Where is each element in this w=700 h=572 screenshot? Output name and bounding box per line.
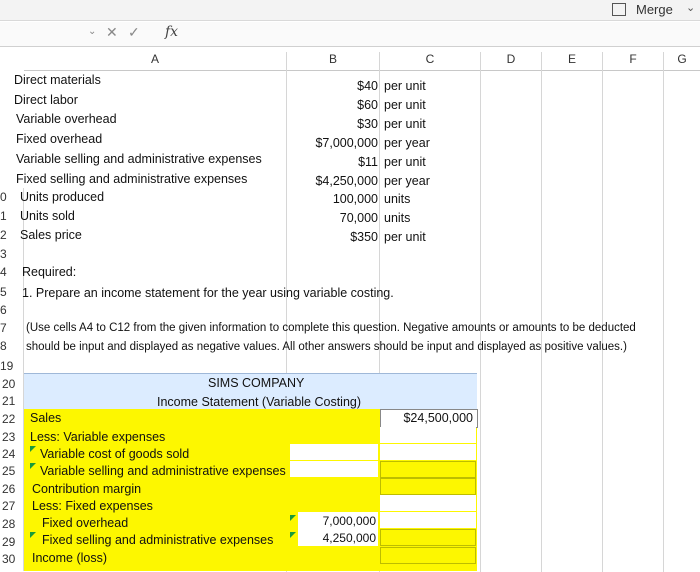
- row-header[interactable]: 19: [0, 359, 14, 373]
- required-heading: Required:: [22, 265, 77, 279]
- cell-input[interactable]: [380, 512, 476, 528]
- given-label[interactable]: Units produced: [20, 190, 105, 204]
- sales-value: $24,500,000: [403, 411, 473, 425]
- column-header-f[interactable]: F: [603, 52, 663, 71]
- chevron-down-icon[interactable]: ⌄: [88, 26, 97, 37]
- row-header[interactable]: 21: [2, 394, 16, 408]
- contribution-margin-label[interactable]: Contribution margin: [32, 482, 142, 496]
- column-header-g[interactable]: G: [664, 52, 700, 71]
- given-unit[interactable]: per unit: [384, 117, 426, 131]
- merge-icon: [612, 3, 626, 16]
- fixed-total-input[interactable]: [380, 529, 476, 546]
- formula-input[interactable]: [190, 24, 700, 44]
- given-label[interactable]: Fixed selling and administrative expenses: [16, 172, 248, 186]
- gridline: [602, 52, 603, 572]
- fixed-overhead-cell[interactable]: [298, 512, 378, 529]
- merge-button[interactable]: [612, 1, 700, 19]
- income-loss-label[interactable]: Income (loss): [32, 551, 108, 565]
- sales-label[interactable]: Sales: [30, 411, 62, 425]
- given-label[interactable]: Variable selling and administrative expenses: [16, 152, 262, 166]
- gridline: [663, 52, 664, 572]
- column-header-b[interactable]: B: [287, 52, 379, 71]
- row-header[interactable]: 23: [2, 430, 16, 444]
- given-label[interactable]: Units sold: [20, 209, 75, 223]
- given-unit[interactable]: per unit: [384, 79, 426, 93]
- row-header[interactable]: 7: [0, 321, 7, 335]
- cell-input[interactable]: [380, 444, 476, 460]
- row-header[interactable]: 29: [2, 535, 16, 549]
- given-unit[interactable]: per unit: [384, 98, 426, 112]
- column-header-c[interactable]: C: [380, 52, 480, 71]
- less-variable-label[interactable]: Less: Variable expenses: [30, 430, 166, 444]
- vsa-amount-input[interactable]: [290, 461, 378, 477]
- row-header[interactable]: 2: [0, 228, 7, 242]
- comment-indicator-icon: [290, 515, 296, 521]
- row-header[interactable]: 3: [0, 247, 7, 261]
- fixed-overhead-label[interactable]: Fixed overhead: [42, 516, 129, 530]
- less-fixed-label[interactable]: Less: Fixed expenses: [32, 499, 153, 513]
- instruction-note: should be input and displayed as negative values. All other answers should be input and displayed as positive values.): [26, 341, 627, 353]
- given-unit[interactable]: per unit: [384, 155, 426, 169]
- contribution-margin-input[interactable]: [380, 478, 476, 495]
- given-amount[interactable]: 100,000: [332, 192, 378, 206]
- given-amount[interactable]: $350: [350, 230, 378, 244]
- given-label[interactable]: Fixed overhead: [16, 132, 103, 146]
- variable-total-input[interactable]: [380, 461, 476, 478]
- statement-title: Income Statement (Variable Costing): [157, 395, 362, 409]
- comment-indicator-icon: [30, 446, 36, 452]
- column-header-d[interactable]: D: [481, 52, 541, 71]
- row-header[interactable]: 20: [2, 377, 16, 391]
- cancel-icon[interactable]: ✕: [106, 24, 118, 40]
- given-unit[interactable]: per year: [384, 174, 430, 188]
- chevron-down-icon: ⌄: [686, 2, 696, 14]
- given-unit[interactable]: per year: [384, 136, 430, 150]
- row-header[interactable]: 1: [0, 209, 7, 223]
- row-header[interactable]: 25: [2, 464, 16, 478]
- row-header[interactable]: 30: [2, 552, 16, 566]
- given-amount[interactable]: $60: [357, 98, 378, 112]
- given-amount[interactable]: $11: [358, 155, 378, 169]
- required-item: 1. Prepare an income statement for the year using variable costing.: [22, 286, 394, 300]
- row-header[interactable]: 22: [2, 412, 16, 426]
- cell-input[interactable]: [380, 495, 476, 511]
- row-header[interactable]: 5: [0, 285, 7, 299]
- given-label[interactable]: Sales price: [20, 228, 82, 242]
- row-header[interactable]: 24: [2, 447, 16, 461]
- given-label[interactable]: Direct labor: [14, 93, 78, 107]
- column-header-a[interactable]: A: [24, 52, 286, 71]
- fx-icon[interactable]: fx: [165, 24, 179, 40]
- instruction-note: (Use cells A4 to C12 from the given information to complete this question. Negative amounts or amounts to be deducted: [26, 322, 636, 334]
- gridline: [541, 52, 542, 572]
- given-amount[interactable]: $30: [357, 117, 378, 131]
- row-header[interactable]: 4: [0, 265, 7, 279]
- company-name: SIMS COMPANY: [208, 376, 305, 390]
- vcogs-amount-input[interactable]: [290, 444, 378, 460]
- fixed-sa-label[interactable]: Fixed selling and administrative expenses: [42, 533, 274, 547]
- given-label[interactable]: Direct materials: [14, 73, 101, 87]
- row-header[interactable]: 0: [0, 190, 7, 204]
- given-amount[interactable]: 70,000: [339, 211, 378, 225]
- vcogs-label[interactable]: Variable cost of goods sold: [40, 447, 190, 461]
- sales-value-cell[interactable]: [380, 409, 478, 428]
- given-amount[interactable]: $7,000,000: [315, 136, 378, 150]
- column-header-e[interactable]: E: [542, 52, 602, 71]
- comment-indicator-icon: [30, 463, 36, 469]
- row-header[interactable]: 28: [2, 517, 16, 531]
- ribbon-toolbar: [0, 0, 700, 21]
- gridline: [480, 52, 481, 572]
- comment-indicator-icon: [30, 532, 36, 538]
- given-unit[interactable]: per unit: [384, 230, 426, 244]
- row-header[interactable]: 27: [2, 499, 16, 513]
- cell-input[interactable]: [380, 427, 476, 443]
- given-label[interactable]: Variable overhead: [16, 112, 117, 126]
- merge-label: Merge: [636, 2, 673, 17]
- income-loss-input[interactable]: [380, 547, 476, 564]
- fixed-overhead-value: 7,000,000: [322, 514, 376, 528]
- comment-indicator-icon: [290, 532, 296, 538]
- vsa-label[interactable]: Variable selling and administrative expenses: [40, 464, 286, 478]
- given-amount[interactable]: $40: [357, 79, 378, 93]
- given-unit[interactable]: units: [384, 192, 411, 206]
- given-unit[interactable]: units: [384, 211, 411, 225]
- confirm-icon[interactable]: ✓: [128, 24, 140, 40]
- row-header[interactable]: 26: [2, 482, 16, 496]
- given-amount[interactable]: $4,250,000: [315, 174, 378, 188]
- row-header[interactable]: 6: [0, 303, 7, 317]
- fixed-sa-cell[interactable]: [298, 529, 378, 546]
- fixed-sa-value: 4,250,000: [322, 531, 376, 545]
- row-header[interactable]: 8: [0, 339, 7, 353]
